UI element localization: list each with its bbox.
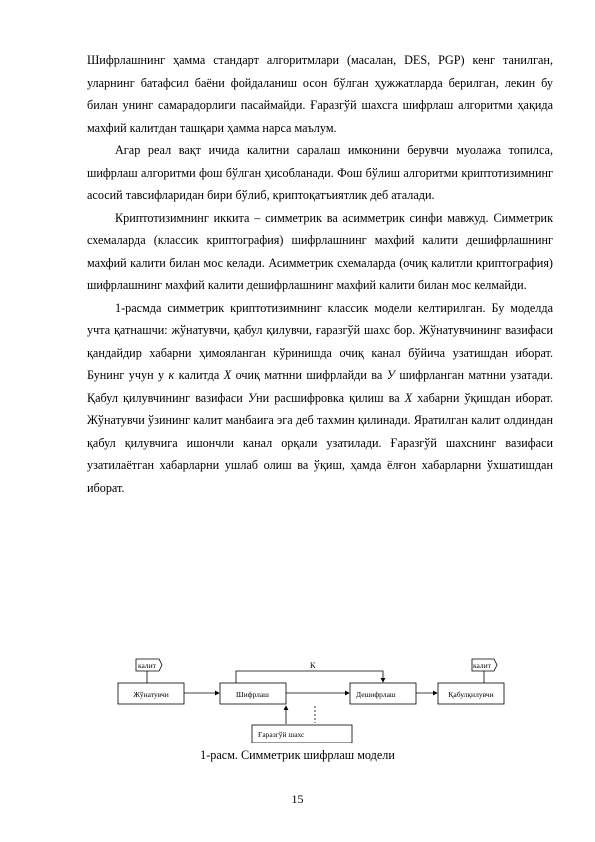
key-flag-left-label: калит: [138, 661, 156, 670]
receiver-label: Қабулқилувчи: [448, 690, 494, 699]
key-channel-label: K: [310, 661, 316, 670]
paragraph-4-part-6: хабарни ўқишдан иборат. Жўнатувчи ўзининг калит манбаига эга деб тахмин қилинади. Яратилган калит олдиндан қабул қилувчига ишончли канал орқали узатилади. Ғаразгўй шахснинг вазифаси узатилаётган хабарларни ушлаб олиш ва ўқиш, ҳамда ёлғон хабарларни ўхшатишдан иборат.: [87, 390, 554, 495]
decrypt-box: [350, 683, 416, 704]
paragraph-4: [87, 297, 553, 500]
plaintext-symbol-x: X: [223, 368, 232, 382]
paragraph-4-part-4: шифрланган матнни узатади. Қабул қилувчининг вазифаси: [87, 368, 554, 405]
body-text: [87, 49, 553, 499]
ciphertext-symbol-y-2: У: [247, 390, 257, 405]
paragraph-3: Криптотизимнинг иккита – симметрик ва асимметрик синфи мавжуд. Симметрик схемаларда (классик криптография) шифрлашнинг махфий калити дешифрлашнинг махфий калити билан мос келади. Асимметрик схемаларда (очиқ калитли криптография) шифрлашнинг махфий калити дешифрлашнинг махфий калити билан мос келмайди.: [87, 210, 553, 292]
paragraph-4-part-1: 1-расмда симметрик криптотизимнинг классик модели келтирилган. Бу моделда учта қатнашчи: жўнатувчи, қабул қилувчи, ғаразгўй шахс бор. Жўнатувчининг вазифаси қандайдир хабарни ҳимояланган кўринишда очиқ канал бўйича узатишдан иборат. Бунинг учун у: [87, 300, 553, 382]
sender-label: Жўнатувчи: [133, 690, 169, 699]
paragraph-4-part-3: очиқ матнни шифрлайди ва: [235, 368, 383, 382]
key-channel-arrow: [236, 671, 383, 683]
key-flag-left: [136, 659, 162, 671]
plaintext-symbol-x-2: X: [404, 390, 413, 405]
symmetric-encryption-diagram: [110, 653, 510, 743]
ciphertext-symbol-y: У: [386, 368, 395, 382]
decrypt-label: Дешифрлаш: [356, 690, 396, 699]
key-symbol-k: к: [168, 368, 175, 382]
adversary-box: [252, 725, 352, 743]
figure-caption: 1-расм. Симметрик шифрлаш модели: [200, 748, 395, 762]
adversary-label: Ғаразгўй шахс: [258, 730, 305, 739]
encrypt-box: [220, 683, 286, 704]
key-flag-right: [472, 659, 497, 671]
key-flag-right-label: калит: [473, 661, 491, 670]
encrypt-label: Шифрлаш: [236, 690, 269, 699]
sender-box: [118, 683, 184, 704]
receiver-box: [438, 683, 504, 704]
page-number: 15: [291, 792, 304, 806]
paragraph-2: Агар реал вақт ичида калитни саралаш имконини берувчи муолажа топилса, шифрлаш алгоритми фош бўлган ҳисобланади. Фош бўлиш алгоритми криптотизимнинг асосий тавсифларидан бири бўлиб, криптоқатъиятлик деб аталади.: [87, 143, 553, 202]
paragraph-1: Шифрлашнинг ҳамма стандарт алгоритмлари (масалан, DES, PGP) кенг танилган, уларнинг батафсил баёни фойдаланиш осон бўлган ҳужжатларда берилган, лекин бу билан унинг самарадорлиги пасаймайди. Ғаразгўй шахсга шифрлаш алгоритми ҳақида махфий калитдан ташқари ҳамма нарса маълум.: [87, 53, 553, 135]
paragraph-4-part-2: калитда: [178, 368, 220, 382]
paragraph-4-part-5: ни расшифровка қилиш ва: [256, 390, 400, 405]
